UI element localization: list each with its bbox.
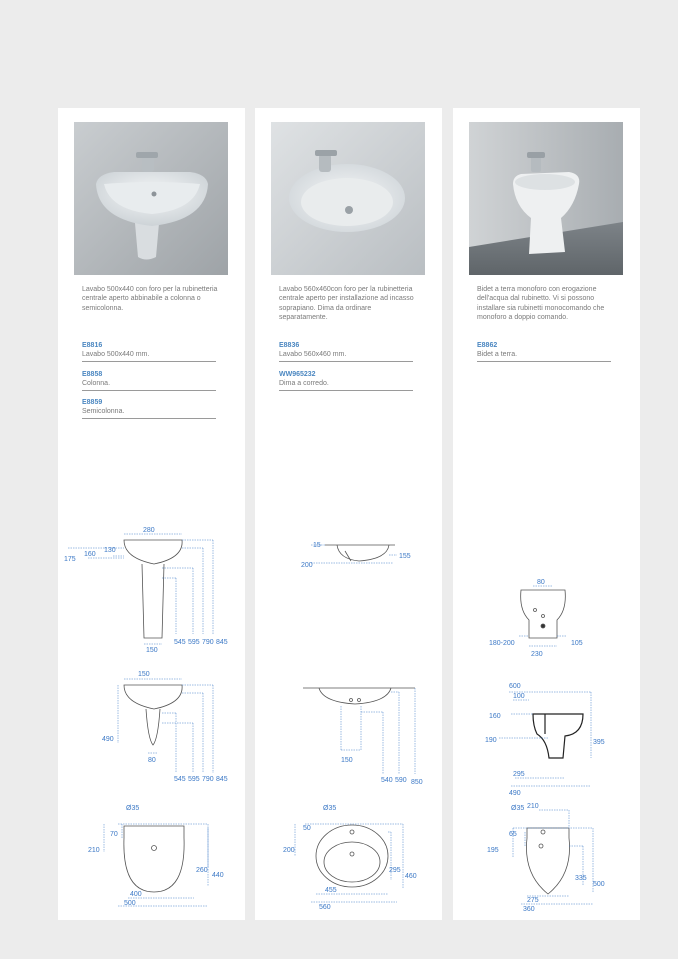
top-view-drawing	[58, 798, 245, 913]
dim-label: 590	[395, 777, 407, 784]
product-photo-washbasin-500	[74, 122, 228, 275]
product-code-entry	[82, 341, 216, 362]
dim-label: 560	[319, 904, 331, 911]
product-description: Lavabo 500x440 con foro per la rubinetteria centrale aperto abbinabile a colonna o semicolonna.	[82, 286, 218, 312]
dim-label: 275	[527, 897, 539, 904]
dim-label: 490	[509, 790, 521, 797]
dim-label: 790	[202, 776, 214, 783]
dim-label: 175	[64, 556, 76, 563]
dim-label: 790	[202, 639, 214, 646]
product-code: E8862	[477, 342, 498, 349]
dim-label: 70	[110, 831, 118, 838]
product-code: WW965232	[279, 371, 316, 378]
product-code: E8836	[279, 342, 300, 349]
product-code-entry	[279, 370, 413, 391]
dim-label: 105	[571, 640, 583, 647]
side-view-drawing	[255, 678, 442, 788]
dim-label: 200	[301, 562, 313, 569]
front-view-drawing	[453, 570, 640, 665]
dim-label: 230	[531, 651, 543, 658]
product-code-entry	[279, 341, 413, 362]
product-description: Lavabo 560x460con foro per la rubinetteria centrale aperto per installazione ad incasso soprapiano. Dima da ordinare separatamente.	[279, 286, 414, 322]
dim-label: 500	[124, 900, 136, 907]
dim-label: 50	[303, 825, 311, 832]
dim-label: 455	[325, 887, 337, 894]
dim-label: 850	[411, 779, 423, 786]
dim-label: Ø35	[323, 805, 337, 812]
dim-label: 160	[84, 551, 96, 558]
dim-label: 210	[88, 847, 100, 854]
product-code: E8816	[82, 342, 103, 349]
dim-label: 80	[148, 757, 156, 764]
product-card-bidet	[453, 108, 640, 920]
dim-label: 395	[593, 739, 605, 746]
product-code-desc: Bidet a terra.	[477, 351, 518, 358]
dim-label: Ø35	[126, 805, 140, 812]
dim-label: Ø35	[511, 805, 525, 812]
dim-label: 600	[509, 683, 521, 690]
dim-label: 360	[523, 906, 535, 913]
dim-label: 595	[188, 639, 200, 646]
product-code-desc: Colonna.	[82, 380, 111, 387]
top-view-drawing	[255, 798, 442, 913]
product-card-washbasin-560	[255, 108, 442, 920]
product-code: E8859	[82, 399, 103, 406]
dim-label: 545	[174, 639, 186, 646]
dim-label: 195	[487, 847, 499, 854]
product-card-washbasin-500	[58, 108, 245, 920]
dim-label: 335	[575, 875, 587, 882]
product-code-desc: Lavabo 500x440 mm.	[82, 351, 150, 358]
front-view-drawing	[255, 533, 442, 583]
dim-label: 295	[513, 771, 525, 778]
side-view-drawing	[58, 663, 245, 788]
dim-label: 160	[489, 713, 501, 720]
product-code-entry	[82, 398, 216, 419]
dim-label: 545	[174, 776, 186, 783]
dim-label: 440	[212, 872, 224, 879]
dim-label: 460	[405, 873, 417, 880]
product-code-desc: Lavabo 560x460 mm.	[279, 351, 347, 358]
product-code-entry	[477, 341, 611, 362]
dim-label: 280	[143, 527, 155, 534]
product-description: Bidet a terra monoforo con erogazione dell'acqua dal rubinetto. Vi si possono installare sia rubinetti monocomando che monoforo a doppio comando.	[477, 286, 605, 322]
dim-label: 180-200	[489, 640, 515, 647]
dim-label: 150	[146, 647, 158, 654]
dim-label: 130	[104, 547, 116, 554]
top-view-drawing	[453, 798, 640, 913]
dim-label: 150	[138, 671, 150, 678]
product-code-entry	[82, 370, 216, 391]
product-code: E8858	[82, 371, 103, 378]
front-view-drawing	[58, 518, 245, 658]
dim-label: 595	[188, 776, 200, 783]
dim-label: 100	[513, 693, 525, 700]
dim-label: 190	[485, 737, 497, 744]
dim-label: 80	[537, 579, 545, 586]
dim-label: 500	[593, 881, 605, 888]
dim-label: 400	[130, 891, 142, 898]
dim-label: 15	[313, 542, 321, 549]
dim-label: 155	[399, 553, 411, 560]
dim-label: 845	[216, 639, 228, 646]
dim-label: 260	[196, 867, 208, 874]
product-code-desc: Dima a corredo.	[279, 380, 329, 387]
dim-label: 295	[389, 867, 401, 874]
dim-label: 200	[283, 847, 295, 854]
dim-label: 490	[102, 736, 114, 743]
dim-label: 65	[509, 831, 517, 838]
dim-label: 845	[216, 776, 228, 783]
product-code-desc: Semicolonna.	[82, 408, 125, 415]
product-photo-bidet	[469, 122, 623, 275]
side-view-drawing	[453, 678, 640, 798]
dim-label: 210	[527, 803, 539, 810]
dim-label: 150	[341, 757, 353, 764]
product-photo-washbasin-560	[271, 122, 425, 275]
dim-label: 540	[381, 777, 393, 784]
